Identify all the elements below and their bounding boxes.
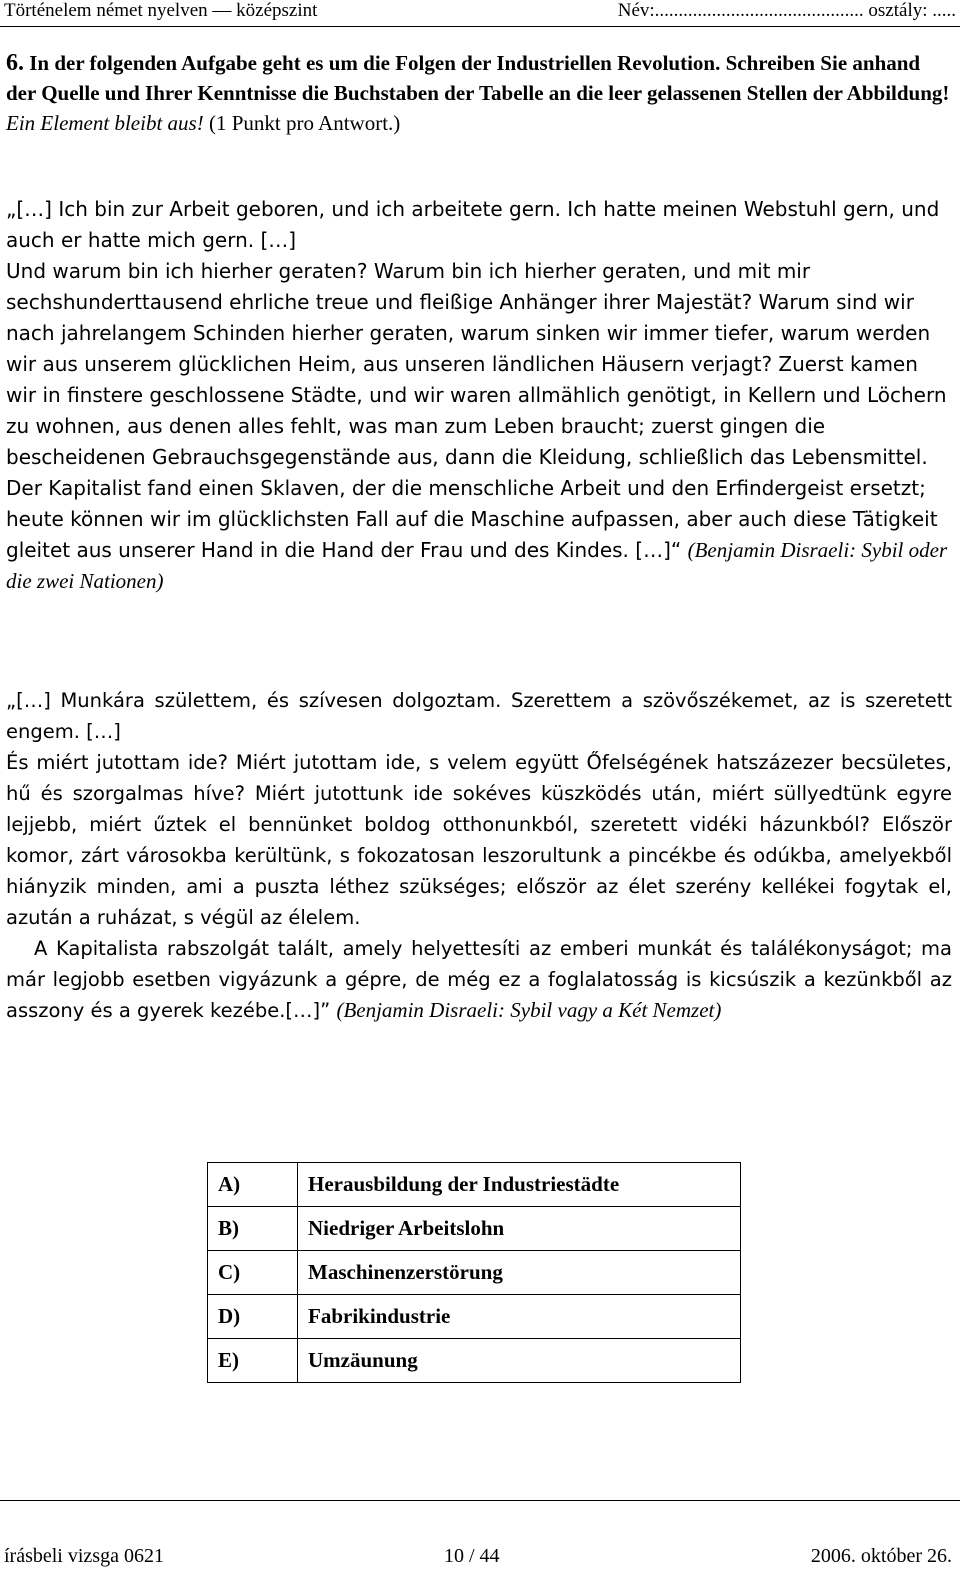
question-points: (1 Punkt pro Antwort.)	[208, 111, 401, 135]
source-hungarian	[6, 685, 952, 1026]
source-de-citation: (Benjamin Disraeli: Sybil oder die zwei Nationen)	[6, 538, 948, 593]
question-number: 6.	[6, 50, 24, 76]
option-letter: B)	[208, 1207, 298, 1251]
page-footer	[0, 1500, 960, 1586]
question-instructions	[6, 48, 952, 138]
source-hu-paragraph-3-text: A Kapitalista rabszolgát talált, amely helyettesíti az emberi munkát és találékonyságot; ma már legjobb esetben vigyázunk a gépre, de még ez a foglalatosság is kicsúszik a kezünkből az asszony és a gyerek kezébe.[…]”	[6, 937, 952, 1022]
option-text: Umzäunung	[298, 1339, 741, 1383]
answer-options-table	[207, 1162, 741, 1383]
option-text: Fabrikindustrie	[298, 1295, 741, 1339]
source-hu-paragraph-2: És miért jutottam ide? Miért jutottam ide, s velem együtt Őfelségének hatszázezer becsületes, hű és szorgalmas híve? Miért jutottunk ide sokéves küszködés után, miért süllyedtünk egyre lejjebb, miért űztek el bennünket boldog otthonunkból, szeretett vidéki házunkból? Először komor, zárt városokba kerültünk, s fokozatosan leszorultunk a pincékbe és odúkba, amelyekből hiányzik minden, ami a puszta léthez szükséges; először az élet szerény kellékei fogytak el, azután a ruházat, s végül az élelem.	[6, 751, 952, 929]
source-de-paragraph-3	[6, 473, 952, 597]
table-row	[208, 1339, 741, 1383]
option-text: Niedriger Arbeitslohn	[298, 1207, 741, 1251]
option-letter: A)	[208, 1163, 298, 1207]
source-german	[6, 194, 952, 597]
question-note: Ein Element bleibt aus!	[6, 111, 204, 135]
source-de-paragraph-3-text: Der Kapitalist fand einen Sklaven, der die menschliche Arbeit und den Erfindergeist ersetzt; heute können wir im glücklichsten Fall auf die Maschine aufpassen, aber auch diese Tätigkeit gleitet aus unserer Hand in die Hand der Frau und des Kindes. […]“	[6, 476, 938, 562]
footer-page-number: 10 / 44	[444, 1545, 500, 1567]
table-row	[208, 1163, 741, 1207]
option-text: Maschinenzerstörung	[298, 1251, 741, 1295]
source-hu-citation: (Benjamin Disraeli: Sybil vagy a Két Nemzet)	[336, 998, 722, 1022]
footer-exam-code: írásbeli vizsga 0621	[4, 1545, 164, 1567]
option-letter: D)	[208, 1295, 298, 1339]
option-text: Herausbildung der Industriestädte	[298, 1163, 741, 1207]
question-text: In der folgenden Aufgabe geht es um die Folgen der Industriellen Revolution. Schreiben Sie anhand der Quelle und Ihrer Kenntnisse die Buchstaben der Tabelle an die leer gelassenen Stellen der Abbildung!	[6, 51, 950, 105]
footer-date: 2006. október 26.	[810, 1545, 952, 1567]
header-name-class: Név:............................................ osztály: .....	[617, 0, 956, 21]
table-row	[208, 1295, 741, 1339]
option-letter: C)	[208, 1251, 298, 1295]
table-row	[208, 1207, 741, 1251]
table-row	[208, 1251, 741, 1295]
source-de-paragraph-1: „[…] Ich bin zur Arbeit geboren, und ich arbeitete gern. Ich hatte meinen Webstuhl gern, und auch er hatte mich gern. […]	[6, 197, 940, 252]
source-hu-paragraph-3	[6, 933, 952, 1026]
source-hu-paragraph-1: „[…] Munkára születtem, és szívesen dolgoztam. Szerettem a szövőszékemet, az is szeretett engem. […]	[6, 689, 952, 743]
page-header	[0, 0, 960, 27]
option-letter: E)	[208, 1339, 298, 1383]
source-de-paragraph-2: Und warum bin ich hierher geraten? Warum bin ich hierher geraten, und mit mir sechshunderttausend ehrliche treue und fleißige Anhänger ihrer Majestät? Warum sind wir nach jahrelangem Schinden hierher geraten, warum sinken wir immer tiefer, warum werden wir aus unserem glücklichen Heim, aus unseren ländlichen Häusern verjagt? Zuerst kamen wir in finstere geschlossene Städte, und wir waren allmählich genötigt, in Kellern und Löchern zu wohnen, aus denen alles fehlt, was man zum Leben braucht; zuerst gingen die bescheidenen Gebrauchsgegenstände aus, dann die Kleidung, schließlich das Lebensmittel.	[6, 259, 947, 469]
header-subject: Történelem német nyelven — középszint	[4, 0, 318, 21]
